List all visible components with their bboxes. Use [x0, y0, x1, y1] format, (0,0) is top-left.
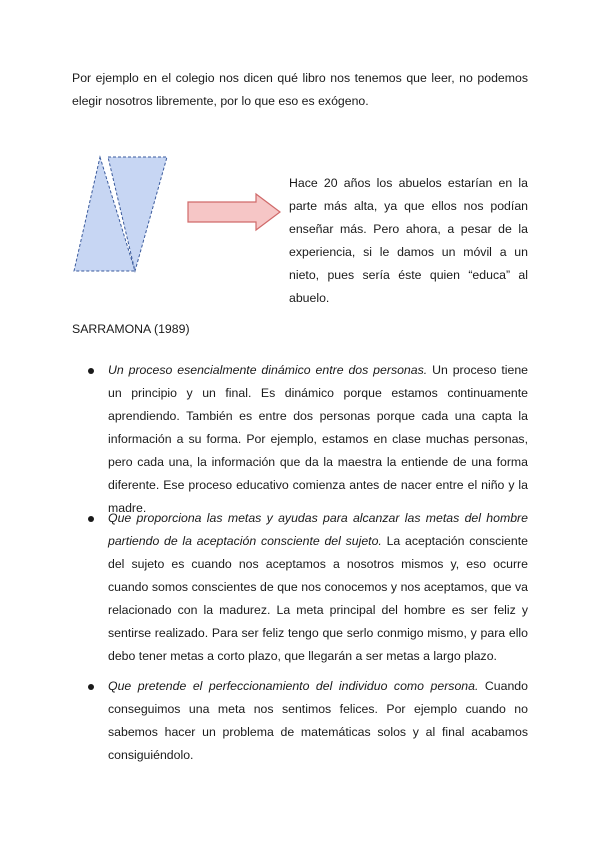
list-item-title: Que proporciona las metas y ayudas para alcanzar las metas del hombre partiendo de la aceptación consciente del sujeto.: [108, 511, 528, 548]
diagram: [70, 152, 290, 277]
right-arrow-icon: [188, 194, 280, 230]
list-item: [108, 675, 528, 767]
section-heading: SARRAMONA (1989): [72, 322, 190, 336]
list-item: [108, 507, 528, 668]
list-item-title: Que pretende el perfeccionamiento del individuo como persona.: [108, 679, 479, 693]
list-item-body: Cuando conseguimos una meta nos sentimos felices. Por ejemplo cuando no sabemos hacer un problema de matemáticas solos y al final acabamos consiguiéndolo.: [108, 679, 528, 762]
side-paragraph: Hace 20 años los abuelos estarían en la parte más alta, ya que ellos nos podían enseñar más. Pero ahora, a pesar de la experiencia, si le damos un móvil a un nieto, pues sería éste quien “educa” al abuelo.: [289, 176, 528, 305]
list-item: [108, 359, 528, 520]
bullet-dot-icon: [88, 684, 94, 690]
bullet-dot-icon: [88, 368, 94, 374]
list-item-title: Un proceso esencialmente dinámico entre dos personas.: [108, 363, 428, 377]
bullet-dot-icon: [88, 516, 94, 522]
list-item-body: La aceptación consciente del sujeto es cuando nos aceptamos a nosotros mismos y, eso ocurre cuando somos conscientes de que nos conocemos y nos aceptamos, que va relacionado con la madurez. La meta principal del hombre es ser feliz y sentirse realizado. Para ser feliz tengo que serlo conmigo mismo, y para ello debo tener metas a corto plazo, que llegarán a ser metas a largo plazo.: [108, 534, 528, 663]
intro-paragraph: Por ejemplo en el colegio nos dicen qué libro nos tenemos que leer, no podemos elegir nosotros libremente, por lo que eso es exógeno.: [72, 71, 528, 108]
list-item-body: Un proceso tiene un principio y un final. Es dinámico porque estamos continuamente aprendiendo. También es entre dos personas porque cada una capta la información a su forma. Por ejemplo, estamos en clase muchas personas, pero cada una, la información que da la maestra la entiende de una forma diferente. Ese proceso educativo comienza antes de nacer entre el niño y la madre.: [108, 363, 528, 515]
